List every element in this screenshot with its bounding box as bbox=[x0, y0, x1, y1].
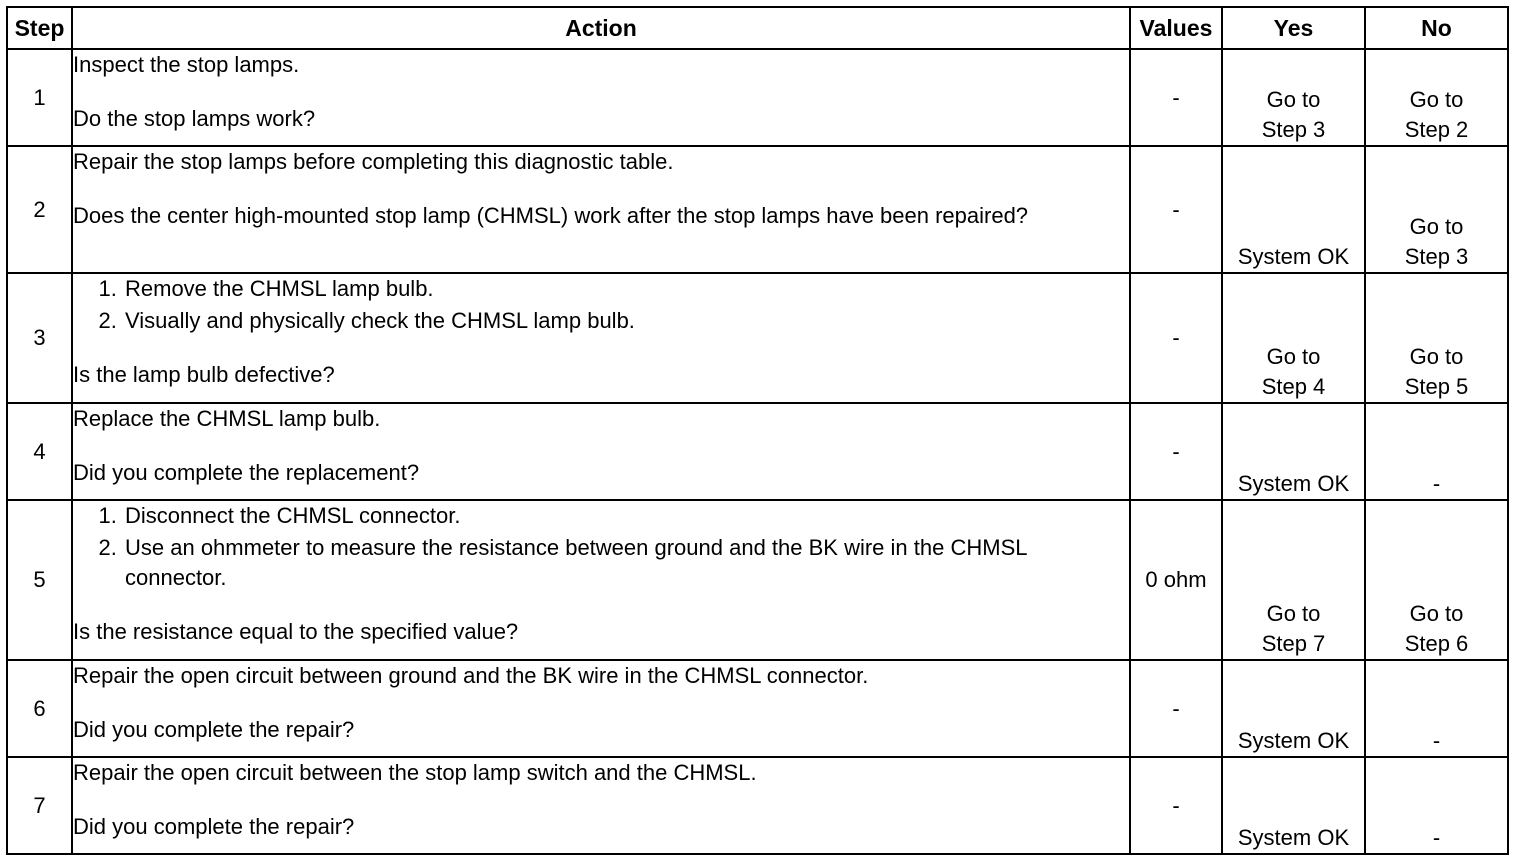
action-step-item: 1. Disconnect the CHMSL connector. bbox=[123, 501, 1129, 531]
no-cell bbox=[1365, 757, 1508, 854]
action-question: Did you complete the repair? bbox=[73, 717, 355, 742]
no-text: Go to bbox=[1409, 601, 1464, 626]
step-number: 6 bbox=[7, 660, 72, 757]
yes-text: System OK bbox=[1237, 471, 1350, 496]
yes-cell bbox=[1222, 49, 1365, 146]
action-instruction: Inspect the stop lamps. bbox=[73, 52, 300, 77]
no-cell bbox=[1365, 403, 1508, 500]
action-question: Do the stop lamps work? bbox=[73, 106, 316, 131]
table-row bbox=[7, 146, 1508, 273]
no-cell bbox=[1365, 660, 1508, 757]
action-cell bbox=[72, 757, 1130, 854]
action-instruction: Replace the CHMSL lamp bulb. bbox=[73, 406, 381, 431]
table-row bbox=[7, 49, 1508, 146]
yes-text: Go to bbox=[1266, 344, 1321, 369]
values-cell: - bbox=[1130, 660, 1222, 757]
action-cell bbox=[72, 660, 1130, 757]
header-step: Step bbox=[7, 7, 72, 49]
yes-text: Go to bbox=[1266, 87, 1321, 112]
yes-cell bbox=[1222, 757, 1365, 854]
header-yes: Yes bbox=[1222, 7, 1365, 49]
table-row bbox=[7, 660, 1508, 757]
yes-cell bbox=[1222, 146, 1365, 273]
yes-text: Step 7 bbox=[1261, 631, 1326, 656]
action-cell bbox=[72, 49, 1130, 146]
no-text: Go to bbox=[1409, 87, 1464, 112]
action-question: Did you complete the replacement? bbox=[73, 460, 420, 485]
no-cell bbox=[1365, 146, 1508, 273]
table-row bbox=[7, 273, 1508, 403]
table-row bbox=[7, 403, 1508, 500]
action-cell bbox=[72, 273, 1130, 403]
action-cell bbox=[72, 500, 1130, 660]
step-number: 4 bbox=[7, 403, 72, 500]
header-no: No bbox=[1365, 7, 1508, 49]
yes-text: System OK bbox=[1237, 728, 1350, 753]
no-text: - bbox=[1432, 728, 1441, 753]
action-step-item: 1. Remove the CHMSL lamp bulb. bbox=[123, 274, 1129, 304]
diagnostic-table bbox=[6, 6, 1509, 855]
no-text: Step 5 bbox=[1404, 374, 1469, 399]
header-action: Action bbox=[72, 7, 1130, 49]
no-text: Step 3 bbox=[1404, 244, 1469, 269]
step-number: 7 bbox=[7, 757, 72, 854]
no-text: Go to bbox=[1409, 214, 1464, 239]
values-cell: - bbox=[1130, 273, 1222, 403]
action-step-item: 2. Visually and physically check the CHMSL lamp bulb. bbox=[123, 306, 1129, 336]
no-text: - bbox=[1432, 471, 1441, 496]
no-text: Step 6 bbox=[1404, 631, 1469, 656]
action-instruction: Repair the open circuit between the stop lamp switch and the CHMSL. bbox=[73, 760, 757, 785]
action-instruction: Repair the open circuit between ground and the BK wire in the CHMSL connector. bbox=[73, 663, 869, 688]
no-cell bbox=[1365, 500, 1508, 660]
header-values: Values bbox=[1130, 7, 1222, 49]
yes-text: System OK bbox=[1237, 825, 1350, 850]
header-row bbox=[7, 7, 1508, 49]
action-instruction: Repair the stop lamps before completing this diagnostic table. bbox=[73, 149, 674, 174]
action-cell bbox=[72, 146, 1130, 273]
no-text: Step 2 bbox=[1404, 117, 1469, 142]
action-question: Is the resistance equal to the specified value? bbox=[73, 619, 519, 644]
table-row bbox=[7, 500, 1508, 660]
values-cell: 0 ohm bbox=[1130, 500, 1222, 660]
action-question: Is the lamp bulb defective? bbox=[73, 362, 335, 387]
yes-text: System OK bbox=[1237, 244, 1350, 269]
action-question: Does the center high-mounted stop lamp (CHMSL) work after the stop lamps have been repaired? bbox=[73, 203, 1029, 228]
action-steps-list bbox=[73, 501, 1129, 593]
yes-cell bbox=[1222, 273, 1365, 403]
diagnostic-table-container bbox=[6, 6, 1509, 855]
action-cell bbox=[72, 403, 1130, 500]
yes-cell bbox=[1222, 500, 1365, 660]
no-text: - bbox=[1432, 825, 1441, 850]
yes-cell bbox=[1222, 660, 1365, 757]
table-row bbox=[7, 757, 1508, 854]
yes-text: Step 4 bbox=[1261, 374, 1326, 399]
values-cell: - bbox=[1130, 146, 1222, 273]
action-question: Did you complete the repair? bbox=[73, 814, 355, 839]
step-number: 2 bbox=[7, 146, 72, 273]
no-cell bbox=[1365, 49, 1508, 146]
values-cell: - bbox=[1130, 49, 1222, 146]
action-step-item: 2. Use an ohmmeter to measure the resistance between ground and the BK wire in the CHMSL connector. bbox=[123, 533, 1129, 593]
yes-cell bbox=[1222, 403, 1365, 500]
step-number: 1 bbox=[7, 49, 72, 146]
no-cell bbox=[1365, 273, 1508, 403]
values-cell: - bbox=[1130, 757, 1222, 854]
action-steps-list bbox=[73, 274, 1129, 336]
no-text: Go to bbox=[1409, 344, 1464, 369]
step-number: 5 bbox=[7, 500, 72, 660]
yes-text: Step 3 bbox=[1261, 117, 1326, 142]
step-number: 3 bbox=[7, 273, 72, 403]
values-cell: - bbox=[1130, 403, 1222, 500]
yes-text: Go to bbox=[1266, 601, 1321, 626]
